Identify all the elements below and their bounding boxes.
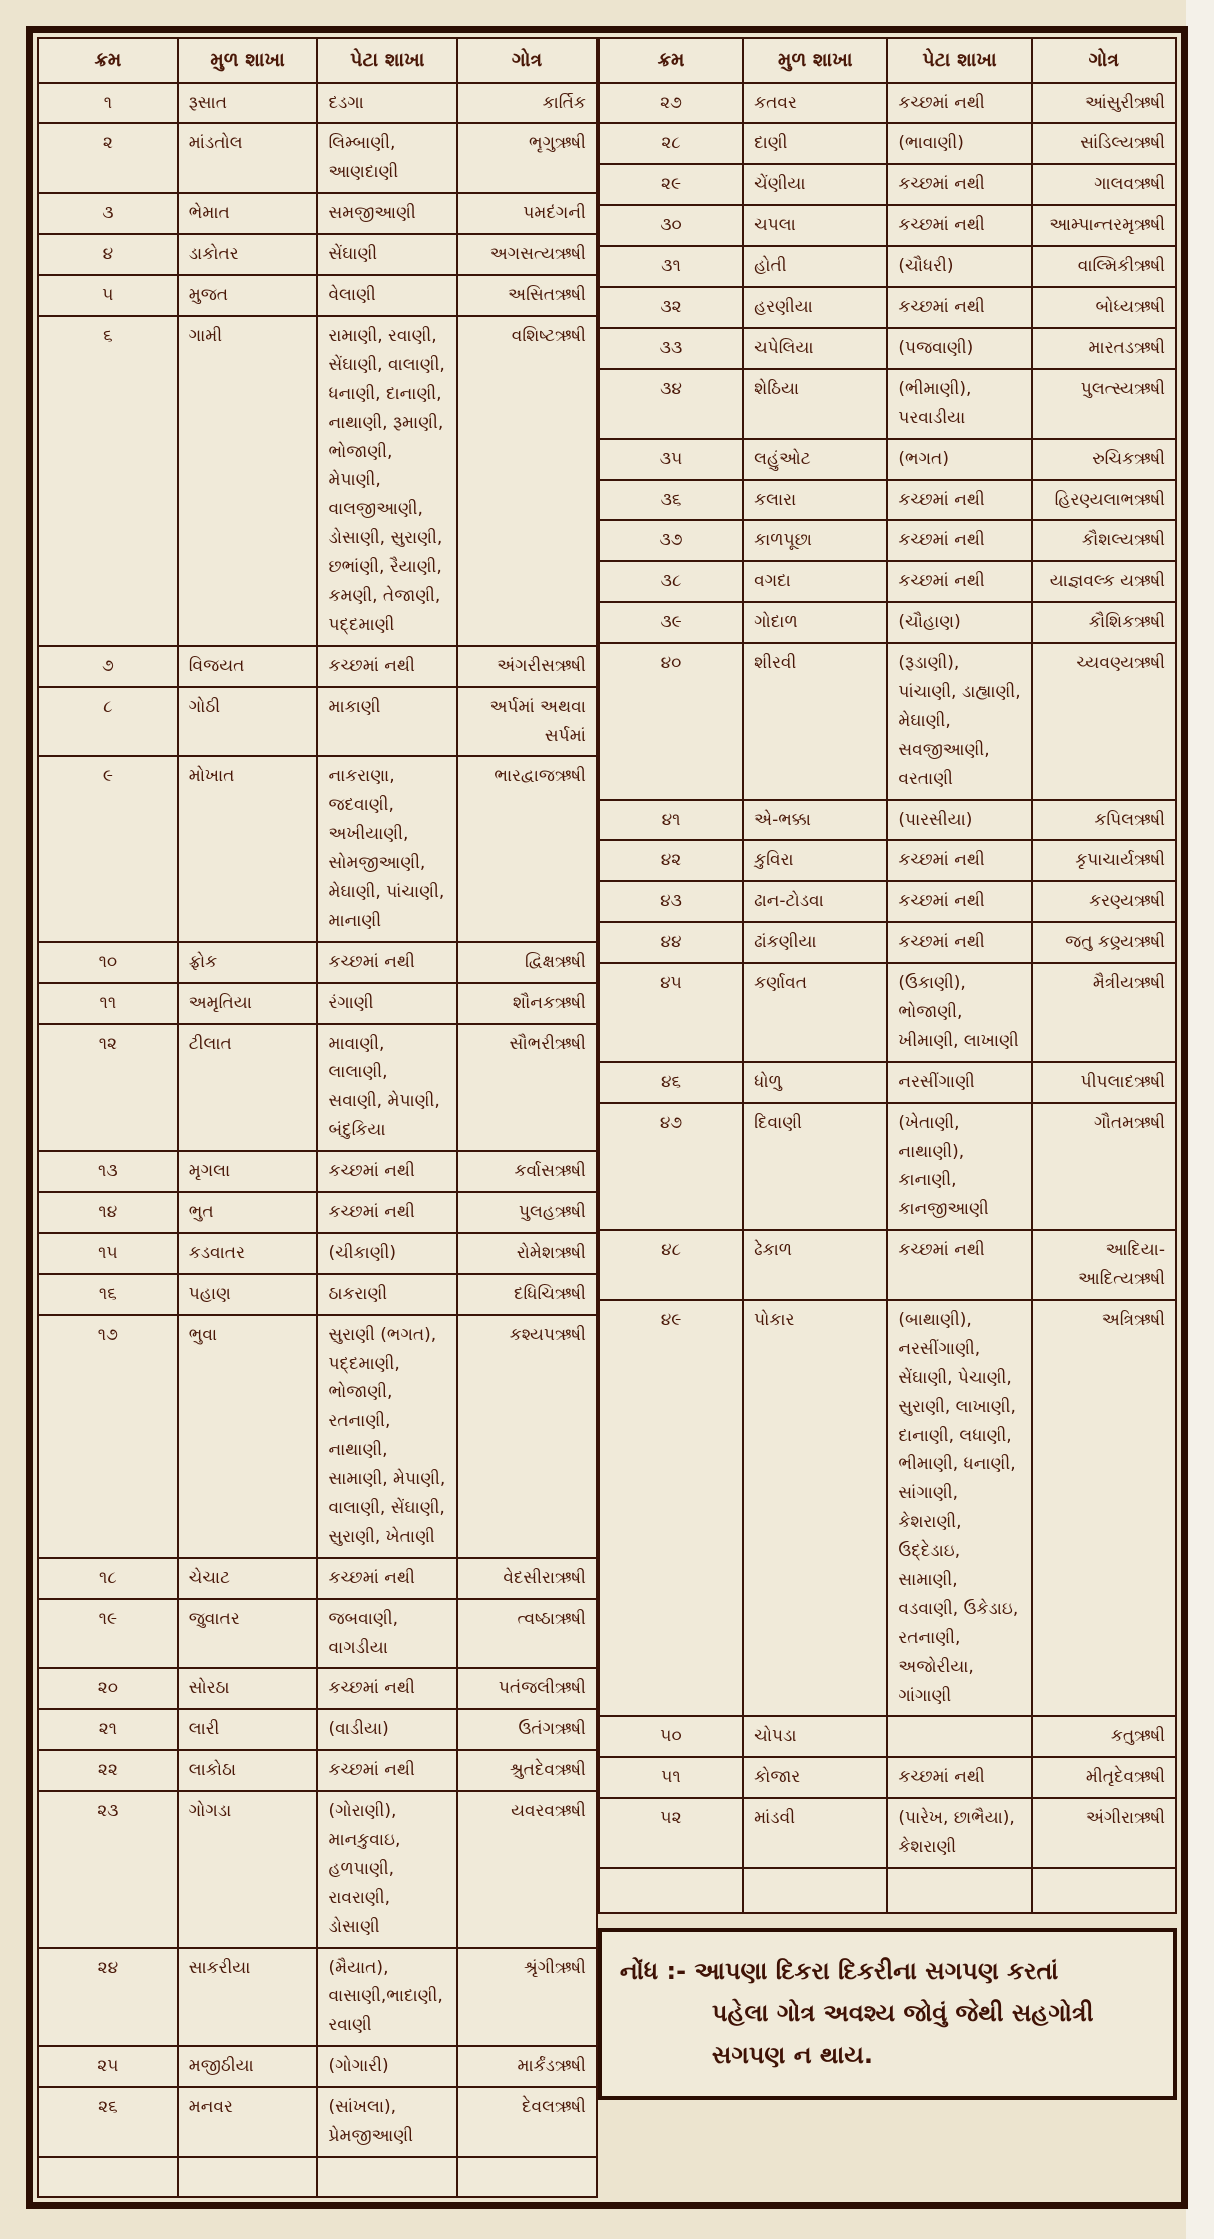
- table-row: [599, 643, 1176, 799]
- peta-shakha-cell: (ચૌધરી): [887, 246, 1031, 287]
- peta-shakha-cell: દડગા: [317, 83, 457, 124]
- peta-shakha-cell: (ભગત): [887, 439, 1031, 480]
- kram-cell: ૨૯: [599, 164, 743, 205]
- gotra-cell: ગૌતમઋષી: [1032, 1103, 1176, 1231]
- mul-shakha-cell: લાકોઠા: [178, 1750, 318, 1791]
- table-row: [38, 1558, 597, 1599]
- table-row: [38, 1233, 597, 1274]
- peta-shakha-cell: (ગોગારી): [317, 2046, 457, 2087]
- kram-cell: ૧૮: [38, 1558, 178, 1599]
- peta-shakha-cell: (વાડીયા): [317, 1709, 457, 1750]
- gotra-cell: આમ્પાન્તરમૃઋષી: [1032, 205, 1176, 246]
- table-row: [599, 840, 1176, 881]
- mul-shakha-cell: ડાકોતર: [178, 234, 318, 275]
- peta-shakha-cell: નરસીંગાણી: [887, 1062, 1031, 1103]
- mul-shakha-cell: દિવાણી: [743, 1103, 887, 1231]
- gotra-cell: બોધ્યઋષી: [1032, 287, 1176, 328]
- peta-shakha-cell: (ચૌહાણ): [887, 602, 1031, 643]
- peta-shakha-cell: (ચીકાણી): [317, 1233, 457, 1274]
- gotra-cell: ત્વષ્ઠાઋષી: [457, 1599, 597, 1669]
- gotra-cell: શ્રુતદેવઋષી: [457, 1750, 597, 1791]
- table-row: [38, 1948, 597, 2047]
- kram-cell: ૪૫: [599, 963, 743, 1062]
- note-line: પહેલા ગોત્ર અવશ્ય જોવું જેથી સહગોત્રી: [711, 1999, 1094, 2028]
- gotra-cell: યાજ્ઞવલ્ક યઋષી: [1032, 561, 1176, 602]
- peta-shakha-cell: (બાથાણી), નરસીંગાણી, સેંઘાણી, પેચાણી, સુરાણી, લાખાણી, દાનાણી, લધાણી, ભીમાણી, ધનાણી, સાંગાણી, કેશરાણી, ઉદ્દેડાઇ, સામાણી, વડવાણી, ઉકેડાઇ, રતનાણી, અજોરીયા, ગાંગાણી: [887, 1300, 1031, 1716]
- peta-shakha-cell: નાકરાણા, જદવાણી, અખીયાણી, સોમજીઆણી, મેઘાણી, પાંચાણી, માનાણી: [317, 756, 457, 941]
- table-row: [599, 1757, 1176, 1798]
- gotra-cell: રુચિકઋષી: [1032, 439, 1176, 480]
- peta-shakha-cell: સુરાણી (ભગત), પદ્દમાણી, ભોજાણી, રતનાણી, નાથાણી, સામાણી, મેપાણી, વાલાણી, સેંઘાણી, સુરાણી, ખેતાણી: [317, 1315, 457, 1558]
- header-row: [599, 38, 1176, 83]
- gotra-cell: માર્કંડઋષી: [457, 2046, 597, 2087]
- gotra-cell: કરણ્યઋષી: [1032, 881, 1176, 922]
- kram-cell: ૭: [38, 646, 178, 687]
- right-table-panel: [598, 37, 1177, 2100]
- kram-cell: ૧૦: [38, 942, 178, 983]
- kram-cell: ૩૯: [599, 602, 743, 643]
- table-row: [38, 275, 597, 316]
- peta-shakha-cell: કચ્છમાં નથી: [887, 561, 1031, 602]
- table-row: [38, 1024, 597, 1152]
- gotra-cell: ભારદ્વાજઋષી: [457, 756, 597, 941]
- table-row: [599, 439, 1176, 480]
- gotra-cell: ગાલવઋષી: [1032, 164, 1176, 205]
- gotra-cell: કૌશલ્યઋષી: [1032, 520, 1176, 561]
- peta-shakha-cell: કચ્છમાં નથી: [317, 1668, 457, 1709]
- table-row: [599, 287, 1176, 328]
- two-column-layout: [37, 37, 1177, 2198]
- empty-cell: [38, 2157, 178, 2197]
- empty-cell: [599, 1868, 743, 1913]
- peta-shakha-cell: (ભાવાણી): [887, 123, 1031, 164]
- kram-cell: ૪૪: [599, 922, 743, 963]
- peta-shakha-cell: કચ્છમાં નથી: [317, 942, 457, 983]
- kram-cell: ૩૧: [599, 246, 743, 287]
- gotra-cell: દેવલઋષી: [457, 2087, 597, 2157]
- mul-shakha-cell: ઢાન-ટોડવા: [743, 881, 887, 922]
- table-row: [599, 1798, 1176, 1868]
- mul-shakha-cell: કાળપૂછા: [743, 520, 887, 561]
- column-header: ગોત્ર: [457, 38, 597, 83]
- branch-table-right: [598, 37, 1177, 1914]
- kram-cell: ૩૬: [599, 480, 743, 521]
- gotra-cell: દધિચિઋષી: [457, 1274, 597, 1315]
- table-row: [38, 1791, 597, 1947]
- table-row: [599, 1716, 1176, 1757]
- gotra-cell: કૌશિકઋષી: [1032, 602, 1176, 643]
- empty-cell: [1032, 1868, 1176, 1913]
- mul-shakha-cell: પહાણ: [178, 1274, 318, 1315]
- kram-cell: ૧૫: [38, 1233, 178, 1274]
- table-row: [599, 800, 1176, 841]
- table-row: [599, 963, 1176, 1062]
- table-row: [38, 1274, 597, 1315]
- mul-shakha-cell: મુજત: [178, 275, 318, 316]
- mul-shakha-cell: મોખાત: [178, 756, 318, 941]
- gotra-cell: આદિયા-આદિત્યઋષી: [1032, 1230, 1176, 1300]
- peta-shakha-cell: (ભીમાણી), પરવાડીયા: [887, 369, 1031, 439]
- gotra-cell: અગસત્યઋષી: [457, 234, 597, 275]
- table-row: [38, 1315, 597, 1558]
- kram-cell: ૪૦: [599, 643, 743, 799]
- table-row: [599, 1230, 1176, 1300]
- table-frame: [26, 26, 1188, 2209]
- column-header: મુળ શાખા: [178, 38, 318, 83]
- kram-cell: ૩૩: [599, 328, 743, 369]
- left-table-panel: [37, 37, 598, 2198]
- table-row: [599, 480, 1176, 521]
- mul-shakha-cell: ફ્રોક: [178, 942, 318, 983]
- peta-shakha-cell: કચ્છમાં નથી: [887, 1757, 1031, 1798]
- mul-shakha-cell: અમૃતિયા: [178, 983, 318, 1024]
- gotra-cell: કશ્યપઋષી: [457, 1315, 597, 1558]
- peta-shakha-cell: કચ્છમાં નથી: [317, 646, 457, 687]
- column-header: પેટા શાખા: [887, 38, 1031, 83]
- peta-shakha-cell: જબવાણી, વાગડીયા: [317, 1599, 457, 1669]
- peta-shakha-cell: (સાંખલા), પ્રેમજીઆણી: [317, 2087, 457, 2157]
- mul-shakha-cell: ચેંણીયા: [743, 164, 887, 205]
- kram-cell: ૮: [38, 687, 178, 757]
- gotra-cell: પુલત્સ્યઋષી: [1032, 369, 1176, 439]
- kram-cell: ૧૭: [38, 1315, 178, 1558]
- peta-shakha-cell: (ગોરાણી), માનકુવાઇ, હળપાણી, રાવરાણી, ડોસાણી: [317, 1791, 457, 1947]
- mul-shakha-cell: ભુત: [178, 1192, 318, 1233]
- mul-shakha-cell: લહુંઓટ: [743, 439, 887, 480]
- mul-shakha-cell: ચપલા: [743, 205, 887, 246]
- kram-cell: ૨૪: [38, 1948, 178, 2047]
- peta-shakha-cell: કચ્છમાં નથી: [317, 1750, 457, 1791]
- peta-shakha-cell: [887, 1716, 1031, 1757]
- mul-shakha-cell: મજીઠીયા: [178, 2046, 318, 2087]
- kram-cell: ૨૫: [38, 2046, 178, 2087]
- peta-shakha-cell: કચ્છમાં નથી: [887, 83, 1031, 124]
- table-row: [38, 1599, 597, 1669]
- kram-cell: ૪૩: [599, 881, 743, 922]
- gotra-cell: યવરવઋષી: [457, 1791, 597, 1947]
- kram-cell: ૨૦: [38, 1668, 178, 1709]
- kram-cell: ૨૮: [599, 123, 743, 164]
- peta-shakha-cell: રંગાણી: [317, 983, 457, 1024]
- kram-cell: ૨૬: [38, 2087, 178, 2157]
- mul-shakha-cell: કુવિરા: [743, 840, 887, 881]
- kram-cell: ૪: [38, 234, 178, 275]
- gotra-cell: અસિતઋષી: [457, 275, 597, 316]
- kram-cell: ૫૨: [599, 1798, 743, 1868]
- peta-shakha-cell: કચ્છમાં નથી: [887, 520, 1031, 561]
- mul-shakha-cell: ગોદાળ: [743, 602, 887, 643]
- peta-shakha-cell: સેંઘાણી: [317, 234, 457, 275]
- table-row: [38, 646, 597, 687]
- peta-shakha-cell: (પારસીયા): [887, 800, 1031, 841]
- mul-shakha-cell: કર્ણાવત: [743, 963, 887, 1062]
- mul-shakha-cell: માંડતોલ: [178, 123, 318, 193]
- gotra-cell: મારતડઋષી: [1032, 328, 1176, 369]
- note-box: [598, 1928, 1177, 2100]
- mul-shakha-cell: ઢાંકણીયા: [743, 922, 887, 963]
- gotra-cell: ચ્યવણ્યઋષી: [1032, 643, 1176, 799]
- table-row: [599, 164, 1176, 205]
- kram-cell: ૨૭: [599, 83, 743, 124]
- kram-cell: ૩: [38, 193, 178, 234]
- kram-cell: ૧૯: [38, 1599, 178, 1669]
- kram-cell: ૪૨: [599, 840, 743, 881]
- gotra-cell: વશિષ્ટઋષી: [457, 316, 597, 646]
- table-row: [38, 123, 597, 193]
- table-row: [38, 756, 597, 941]
- peta-shakha-cell: કચ્છમાં નથી: [317, 1558, 457, 1599]
- peta-shakha-cell: કચ્છમાં નથી: [887, 840, 1031, 881]
- kram-cell: ૩૮: [599, 561, 743, 602]
- kram-cell: ૩૫: [599, 439, 743, 480]
- kram-cell: ૪૭: [599, 1103, 743, 1231]
- mul-shakha-cell: રૂસાત: [178, 83, 318, 124]
- gotra-cell: પમદંગની: [457, 193, 597, 234]
- mul-shakha-cell: માંડવી: [743, 1798, 887, 1868]
- mul-shakha-cell: ટીલાત: [178, 1024, 318, 1152]
- kram-cell: ૩૦: [599, 205, 743, 246]
- table-row: [38, 193, 597, 234]
- mul-shakha-cell: મનવર: [178, 2087, 318, 2157]
- gotra-cell: શ્રૃંગીઋષી: [457, 1948, 597, 2047]
- table-row: [38, 234, 597, 275]
- table-row: [38, 1151, 597, 1192]
- kram-cell: ૪૬: [599, 1062, 743, 1103]
- kram-cell: ૨૩: [38, 1791, 178, 1947]
- gotra-cell: સૌભરીઋષી: [457, 1024, 597, 1152]
- kram-cell: ૫૦: [599, 1716, 743, 1757]
- table-row: [38, 1668, 597, 1709]
- peta-shakha-cell: કચ્છમાં નથી: [887, 922, 1031, 963]
- header-row: [38, 38, 597, 83]
- kram-cell: ૩૭: [599, 520, 743, 561]
- mul-shakha-cell: જુવાતર: [178, 1599, 318, 1669]
- gotra-cell: હિરણ્યલાભઋષી: [1032, 480, 1176, 521]
- kram-cell: ૯: [38, 756, 178, 941]
- mul-shakha-cell: હરણીયા: [743, 287, 887, 328]
- empty-cell: [887, 1868, 1031, 1913]
- gotra-cell: શૌનકઋષી: [457, 983, 597, 1024]
- table-row: [599, 328, 1176, 369]
- peta-shakha-cell: માકાણી: [317, 687, 457, 757]
- peta-shakha-cell: કચ્છમાં નથી: [887, 1230, 1031, 1300]
- mul-shakha-cell: મૃગલા: [178, 1151, 318, 1192]
- kram-cell: ૧૨: [38, 1024, 178, 1152]
- peta-shakha-cell: સમજીઆણી: [317, 193, 457, 234]
- mul-shakha-cell: ગામી: [178, 316, 318, 646]
- mul-shakha-cell: ચોપડા: [743, 1716, 887, 1757]
- gotra-cell: વાલ્મિકીઋષી: [1032, 246, 1176, 287]
- mul-shakha-cell: ગોગડા: [178, 1791, 318, 1947]
- peta-shakha-cell: કચ્છમાં નથી: [317, 1192, 457, 1233]
- kram-cell: ૨૨: [38, 1750, 178, 1791]
- empty-row: [38, 2157, 597, 2197]
- table-row: [38, 1709, 597, 1750]
- gotra-cell: દ્વિક્ષઋષી: [457, 942, 597, 983]
- table-row: [38, 983, 597, 1024]
- kram-cell: ૩૨: [599, 287, 743, 328]
- kram-cell: ૫૧: [599, 1757, 743, 1798]
- kram-cell: ૩૪: [599, 369, 743, 439]
- mul-shakha-cell: ચેચાટ: [178, 1558, 318, 1599]
- gotra-cell: અંગીરાઋષી: [1032, 1798, 1176, 1868]
- gotra-cell: પીપલાદઋષી: [1032, 1062, 1176, 1103]
- gotra-cell: રોમેશઋષી: [457, 1233, 597, 1274]
- kram-cell: ૪૧: [599, 800, 743, 841]
- peta-shakha-cell: (મૈયાત), વાસાણી,ભાદાણી, રવાણી: [317, 1948, 457, 2047]
- peta-shakha-cell: (પારેખ, છાભૈયા), કેશરાણી: [887, 1798, 1031, 1868]
- peta-shakha-cell: (ખેતાણી, નાથાણી), કાનાણી, કાનજીઆણી: [887, 1103, 1031, 1231]
- gotra-cell: અત્રિઋષી: [1032, 1300, 1176, 1716]
- empty-cell: [743, 1868, 887, 1913]
- peta-shakha-cell: (ઉકાણી), ભોજાણી, ખીમાણી, લાખાણી: [887, 963, 1031, 1062]
- kram-cell: ૬: [38, 316, 178, 646]
- mul-shakha-cell: એ-ભક્કા: [743, 800, 887, 841]
- table-row: [599, 246, 1176, 287]
- kram-cell: ૪૯: [599, 1300, 743, 1716]
- peta-shakha-cell: કચ્છમાં નથી: [317, 1151, 457, 1192]
- mul-shakha-cell: પોકાર: [743, 1300, 887, 1716]
- table-row: [38, 1192, 597, 1233]
- mul-shakha-cell: શેઠિયા: [743, 369, 887, 439]
- table-row: [599, 561, 1176, 602]
- column-header: ગોત્ર: [1032, 38, 1176, 83]
- gotra-cell: ઉતંગઋષી: [457, 1709, 597, 1750]
- gotra-cell: વેદસીરાઋષી: [457, 1558, 597, 1599]
- gotra-cell: અંગરીસઋષી: [457, 646, 597, 687]
- mul-shakha-cell: કડવાતર: [178, 1233, 318, 1274]
- mul-shakha-cell: દાણી: [743, 123, 887, 164]
- gotra-cell: સાંડિલ્યઋષી: [1032, 123, 1176, 164]
- table-row: [599, 1300, 1176, 1716]
- gotra-cell: પતંજલીઋષી: [457, 1668, 597, 1709]
- table-row: [599, 922, 1176, 963]
- mul-shakha-cell: સાકરીયા: [178, 1948, 318, 2047]
- table-row: [599, 602, 1176, 643]
- note-line: સગપણ ન થાય.: [711, 2041, 873, 2070]
- mul-shakha-cell: કોજાર: [743, 1757, 887, 1798]
- mul-shakha-cell: હોતી: [743, 246, 887, 287]
- kram-cell: ૨૧: [38, 1709, 178, 1750]
- peta-shakha-cell: વેલાણી: [317, 275, 457, 316]
- mul-shakha-cell: વગદા: [743, 561, 887, 602]
- peta-shakha-cell: રામાણી, રવાણી, સેંઘાણી, વાલાણી, ધનાણી, દાનાણી, નાથાણી, રૂમાણી, ભોજાણી, મેપાણી, વાલજીઆણી, ડોસાણી, સુરાણી, છભાંણી, રૈયાણી, કમણી, તેજાણી, પદ્દમાણી: [317, 316, 457, 646]
- gotra-cell: અર્પમાં અથવા સર્પમાં: [457, 687, 597, 757]
- empty-cell: [317, 2157, 457, 2197]
- mul-shakha-cell: સોરઠા: [178, 1668, 318, 1709]
- kram-cell: ૧૧: [38, 983, 178, 1024]
- table-row: [599, 881, 1176, 922]
- mul-shakha-cell: લારી: [178, 1709, 318, 1750]
- mul-shakha-cell: કલારા: [743, 480, 887, 521]
- peta-shakha-cell: કચ્છમાં નથી: [887, 205, 1031, 246]
- kram-cell: ૧૩: [38, 1151, 178, 1192]
- gotra-cell: કર્વાસઋષી: [457, 1151, 597, 1192]
- gotra-cell: મીતૃદેવઋષી: [1032, 1757, 1176, 1798]
- column-header: ક્રમ: [599, 38, 743, 83]
- empty-cell: [178, 2157, 318, 2197]
- mul-shakha-cell: ઢેકાળ: [743, 1230, 887, 1300]
- mul-shakha-cell: ચપેલિયા: [743, 328, 887, 369]
- gotra-cell: આંસુરીઋષી: [1032, 83, 1176, 124]
- kram-cell: ૨: [38, 123, 178, 193]
- mul-shakha-cell: ગોઠી: [178, 687, 318, 757]
- gotra-cell: ભૃગુઋષી: [457, 123, 597, 193]
- peta-shakha-cell: કચ્છમાં નથી: [887, 164, 1031, 205]
- gotra-cell: પુલહઋષી: [457, 1192, 597, 1233]
- peta-shakha-cell: (રૂડાણી), પાંચાણી, ડાહ્યાણી, મેઘાણી, સવજીઆણી, વરતાણી: [887, 643, 1031, 799]
- peta-shakha-cell: કચ્છમાં નથી: [887, 881, 1031, 922]
- note-line: નોંધ :- આપણા દિકરા દિકરીના સગપણ કરતાં: [619, 1957, 1059, 1986]
- gotra-cell: કપિલઋષી: [1032, 800, 1176, 841]
- mul-shakha-cell: વિજયત: [178, 646, 318, 687]
- table-row: [599, 520, 1176, 561]
- peta-shakha-cell: ઠાકરાણી: [317, 1274, 457, 1315]
- mul-shakha-cell: શીરવી: [743, 643, 887, 799]
- mul-shakha-cell: ભુવા: [178, 1315, 318, 1558]
- peta-shakha-cell: લિમ્બાણી, આણદાણી: [317, 123, 457, 193]
- gotra-cell: કૃપાચાર્યઋષી: [1032, 840, 1176, 881]
- gotra-cell: કાર્તિક: [457, 83, 597, 124]
- table-row: [38, 83, 597, 124]
- gotra-cell: કતુઋષી: [1032, 1716, 1176, 1757]
- peta-shakha-cell: કચ્છમાં નથી: [887, 480, 1031, 521]
- table-row: [38, 687, 597, 757]
- mul-shakha-cell: ધોળુ: [743, 1062, 887, 1103]
- kram-cell: ૧: [38, 83, 178, 124]
- table-row: [599, 123, 1176, 164]
- empty-cell: [457, 2157, 597, 2197]
- table-row: [599, 205, 1176, 246]
- column-header: પેટા શાખા: [317, 38, 457, 83]
- column-header: મુળ શાખા: [743, 38, 887, 83]
- peta-shakha-cell: કચ્છમાં નથી: [887, 287, 1031, 328]
- table-row: [38, 1750, 597, 1791]
- table-row: [599, 83, 1176, 124]
- table-row: [599, 369, 1176, 439]
- table-row: [38, 2087, 597, 2157]
- branch-table-left: [37, 37, 598, 2198]
- column-header: ક્રમ: [38, 38, 178, 83]
- table-row: [599, 1062, 1176, 1103]
- kram-cell: ૫: [38, 275, 178, 316]
- empty-row: [599, 1868, 1176, 1913]
- peta-shakha-cell: માવાણી, લાલાણી, સવાણી, મેપાણી, બંદુકિયા: [317, 1024, 457, 1152]
- kram-cell: ૪૮: [599, 1230, 743, 1300]
- table-row: [38, 942, 597, 983]
- gotra-cell: મૈત્રીયઋષી: [1032, 963, 1176, 1062]
- kram-cell: ૧૪: [38, 1192, 178, 1233]
- table-row: [599, 1103, 1176, 1231]
- gotra-cell: જતુ કણ્ર્યઋષી: [1032, 922, 1176, 963]
- mul-shakha-cell: ભેમાત: [178, 193, 318, 234]
- table-row: [38, 2046, 597, 2087]
- mul-shakha-cell: કતવર: [743, 83, 887, 124]
- table-row: [38, 316, 597, 646]
- kram-cell: ૧૬: [38, 1274, 178, 1315]
- peta-shakha-cell: (પજવાણી): [887, 328, 1031, 369]
